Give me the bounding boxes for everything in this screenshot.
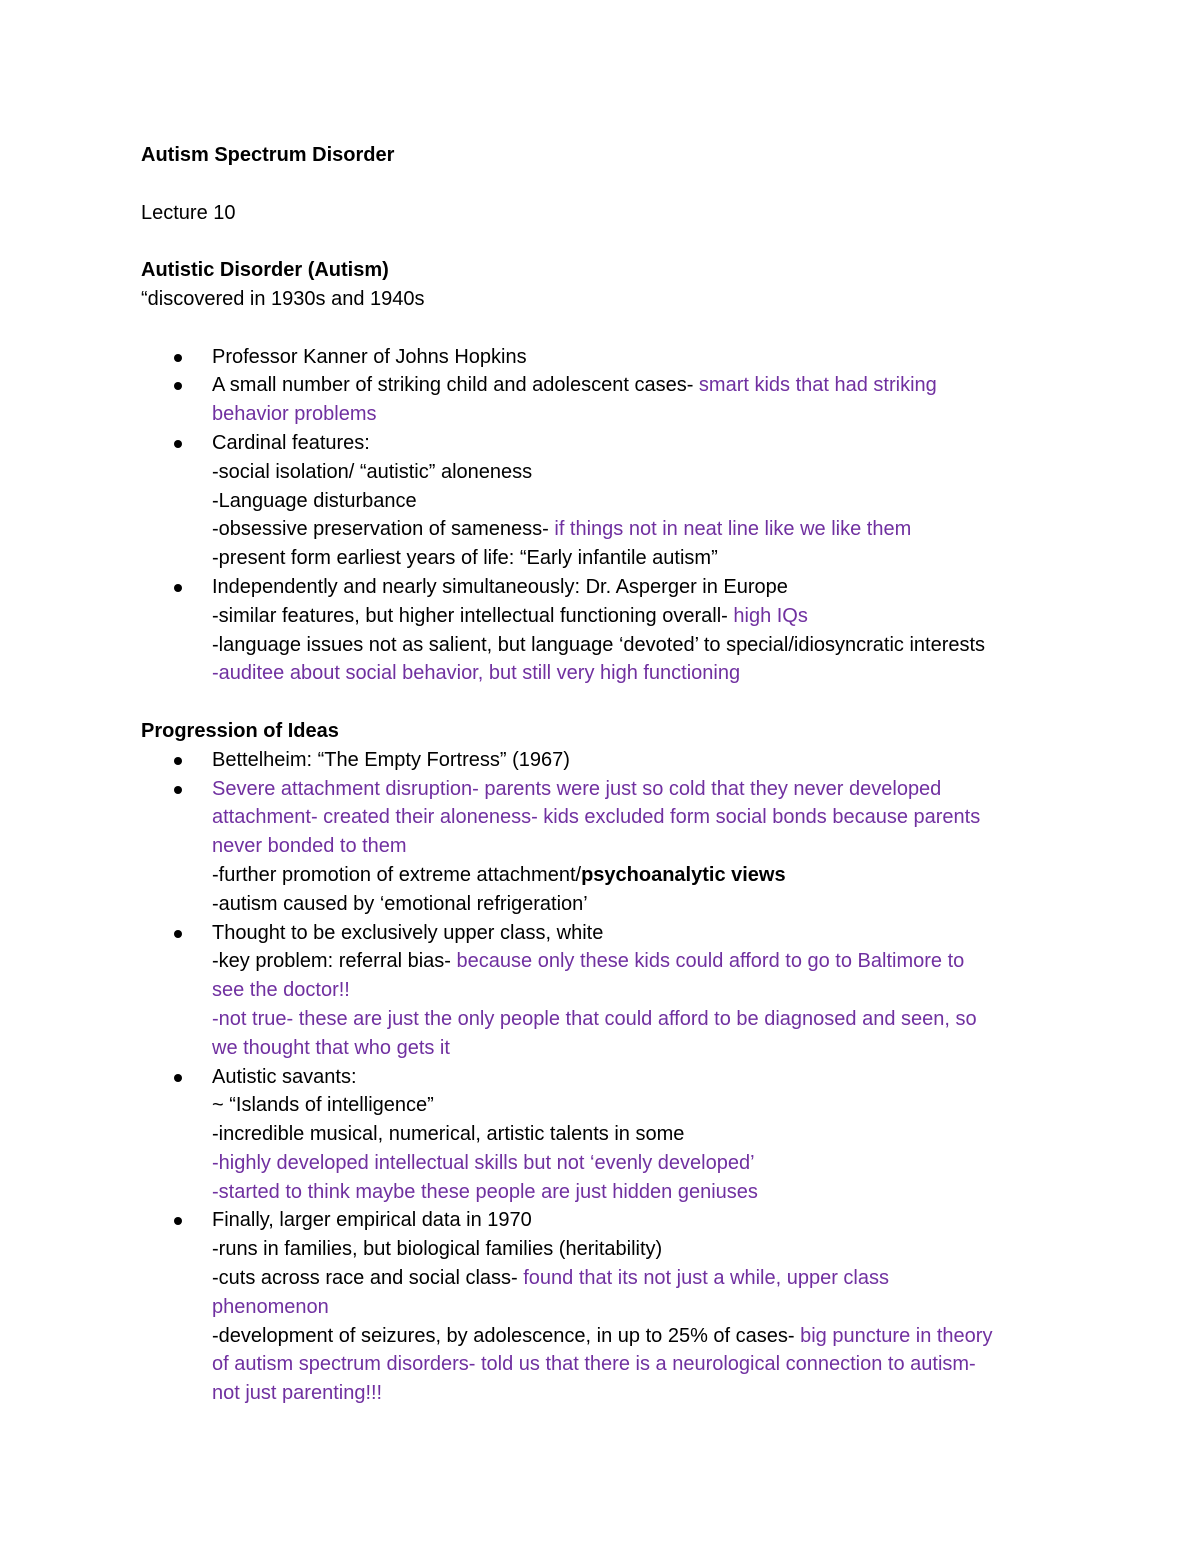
- list-item: Professor Kanner of Johns Hopkins: [141, 343, 1071, 372]
- annotation-note: see the doctor!!: [212, 979, 350, 1002]
- bullet-list-autistic-disorder: [141, 343, 1071, 689]
- annotation-note: because only these kids could afford to go to Baltimore to: [456, 950, 965, 973]
- annotation-note: high IQs: [733, 604, 808, 627]
- bullet-icon: [174, 440, 182, 448]
- document-body: [141, 141, 1071, 1408]
- bullet-icon: [174, 1217, 182, 1225]
- annotation-note: -not true- these are just the only people that could afford to be diagnosed and seen, so: [212, 1007, 977, 1030]
- section-intro: “discovered in 1930s and 1940s: [141, 287, 425, 310]
- bullet-icon: [174, 584, 182, 592]
- list-item: Bettelheim: “The Empty Fortress” (1967): [141, 746, 1071, 775]
- list-item: Severe attachment disruption- parents were just so cold that they never developed attachment- created their aloneness- kids excluded form social bonds because parents never bonded to them -further promotion of extreme attachment/psychoanalytic views -autism caused by ‘emotional refrigeration’: [141, 775, 1071, 919]
- lecture-number: Lecture 10: [141, 201, 236, 224]
- list-item: Autistic savants: ~ “Islands of intelligence” -incredible musical, numerical, artistic talents in some -highly developed intellectual skills but not ‘evenly developed’ -started to think maybe these people are just hidden geniuses: [141, 1063, 1071, 1207]
- bullet-icon: [174, 354, 182, 362]
- annotation-note: -auditee about social behavior, but still very high functioning: [212, 662, 741, 685]
- annotation-note: big puncture in theory: [800, 1324, 993, 1347]
- bullet-icon: [174, 786, 182, 794]
- bullet-icon: [174, 757, 182, 765]
- annotation-note: -started to think maybe these people are just hidden geniuses: [212, 1180, 758, 1203]
- list-item: Thought to be exclusively upper class, white -key problem: referral bias- because only these kids could afford to go to Baltimore to see the doctor!! -not true- these are just the only people that could afford to be diagnosed and seen, so we thought that who gets it: [141, 919, 1071, 1063]
- bullet-icon: [174, 1074, 182, 1082]
- annotation-note: phenomenon: [212, 1295, 329, 1318]
- annotation-note: of autism spectrum disorders- told us that there is a neurological connection to autism-: [212, 1353, 976, 1376]
- list-item: A small number of striking child and adolescent cases- smart kids that had striking behavior problems: [141, 371, 1071, 429]
- bullet-icon: [174, 382, 182, 390]
- bullet-list-progression: [141, 746, 1071, 1408]
- annotation-note: found that its not just a while, upper class: [523, 1267, 889, 1290]
- annotation-note: Severe attachment disruption- parents were just so cold that they never developed: [212, 777, 942, 800]
- emphasis-text: psychoanalytic views: [581, 863, 786, 886]
- list-item: Independently and nearly simultaneously: Dr. Asperger in Europe -similar features, but higher intellectual functioning overall- high IQs -language issues not as salient, but language ‘devoted’ to special/idiosyncratic interests -auditee about social behavior, but still very high functioning: [141, 573, 1071, 688]
- list-item: Cardinal features: -social isolation/ “autistic” aloneness -Language disturbance -obsessive preservation of sameness- if things not in neat line like we like them -present form earliest years of life: “Early infantile autism”: [141, 429, 1071, 573]
- annotation-note: never bonded to them: [212, 835, 407, 858]
- annotation-note: attachment- created their aloneness- kids excluded form social bonds because parents: [212, 806, 981, 829]
- annotation-note: smart kids that had striking: [698, 374, 937, 397]
- bullet-icon: [174, 930, 182, 938]
- annotation-note: not just parenting!!!: [212, 1382, 383, 1405]
- annotation-note: behavior problems: [212, 403, 377, 426]
- section-heading-autistic-disorder: Autistic Disorder (Autism): [141, 259, 389, 282]
- list-item: Finally, larger empirical data in 1970 -runs in families, but biological families (heritability) -cuts across race and social class- found that its not just a while, upper class phenomenon -development of seizures, by adolescence, in up to 25% of cases- big puncture in theory of autism spectrum disorders- told us that there is a neurological connection to autism- not just parenting!!!: [141, 1206, 1071, 1408]
- document-title: Autism Spectrum Disorder: [141, 144, 395, 166]
- annotation-note: we thought that who gets it: [212, 1036, 450, 1059]
- annotation-note: -highly developed intellectual skills but not ‘evenly developed’: [212, 1151, 755, 1174]
- annotation-note: if things not in neat line like we like them: [554, 518, 912, 541]
- section-heading-progression: Progression of Ideas: [141, 719, 339, 742]
